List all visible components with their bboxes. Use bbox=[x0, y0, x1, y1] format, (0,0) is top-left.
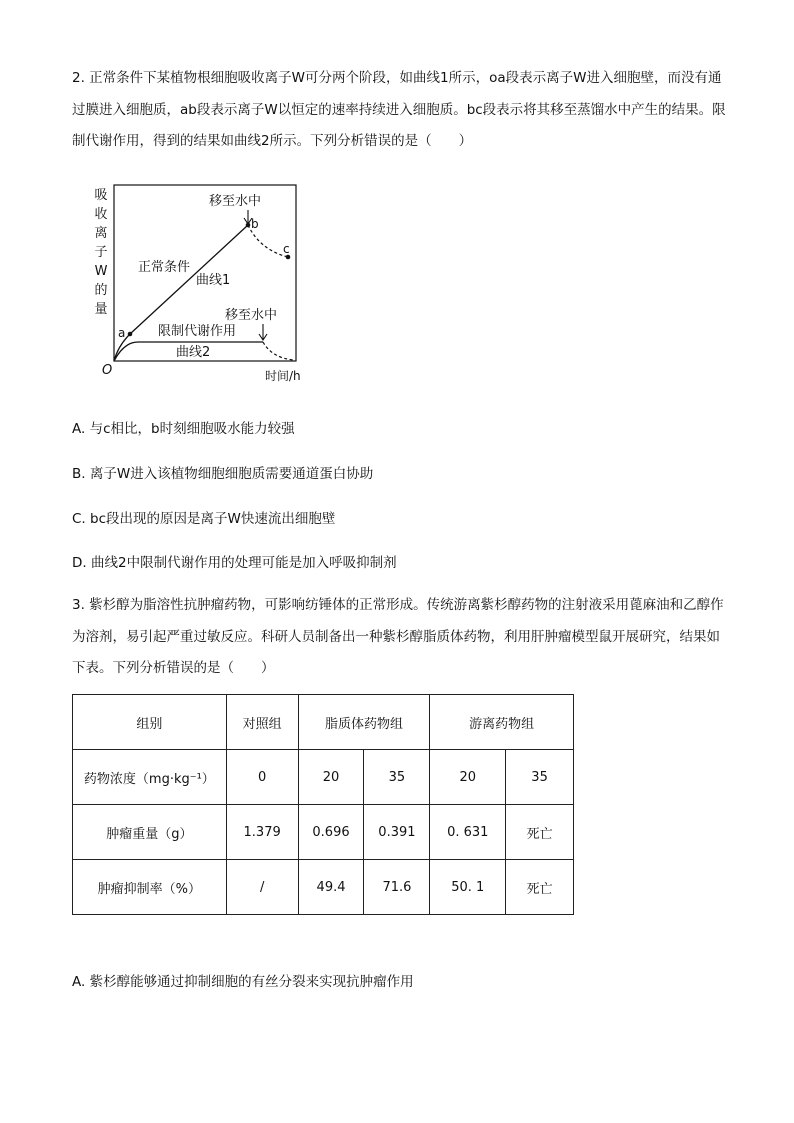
row-label: 肿瘤抑制率（%） bbox=[73, 860, 227, 915]
point-a-dot bbox=[128, 332, 133, 337]
point-c-label: c bbox=[283, 242, 290, 256]
table-header-row bbox=[73, 695, 574, 750]
table-cell: 20 bbox=[430, 750, 506, 805]
table-row bbox=[73, 750, 574, 805]
ion-absorption-figure bbox=[88, 180, 318, 385]
table-cell: 死亡 bbox=[506, 805, 574, 860]
results-table bbox=[72, 694, 574, 915]
table-cell: / bbox=[226, 860, 298, 915]
move-to-water-label-1: 移至水中 bbox=[209, 194, 262, 209]
table-cell: 71.6 bbox=[364, 860, 430, 915]
y-axis-label-char: 吸 bbox=[94, 188, 108, 203]
q2-option-d: D. 曲线2中限制代谢作用的处理可能是加入呼吸抑制剂 bbox=[72, 555, 397, 571]
header-liposome: 脂质体药物组 bbox=[298, 695, 430, 750]
q2-option-a: A. 与c相比，b时刻细胞吸水能力较强 bbox=[72, 421, 295, 437]
curve-2-dashed bbox=[263, 342, 294, 360]
table-cell: 35 bbox=[506, 750, 574, 805]
table-cell: 49.4 bbox=[298, 860, 364, 915]
move-to-water-label-2: 移至水中 bbox=[225, 308, 278, 323]
table-cell: 20 bbox=[298, 750, 364, 805]
y-axis-label-char: 离 bbox=[94, 226, 108, 241]
table-cell: 0. 631 bbox=[430, 805, 506, 860]
y-axis-label-char: 收 bbox=[94, 207, 108, 222]
table-row bbox=[73, 805, 574, 860]
row-label: 肿瘤重量（g） bbox=[73, 805, 227, 860]
q2-option-b: B. 离子W进入该植物细胞细胞质需要通道蛋白协助 bbox=[72, 466, 374, 482]
header-control: 对照组 bbox=[226, 695, 298, 750]
y-axis-label bbox=[94, 188, 107, 317]
y-axis-label-char: 子 bbox=[94, 245, 108, 260]
curve-2-label: 曲线2 bbox=[176, 345, 211, 360]
point-b-label: b bbox=[251, 217, 259, 231]
table-cell: 0 bbox=[226, 750, 298, 805]
q2-option-c: C. bc段出现的原因是离子W快速流出细胞壁 bbox=[72, 511, 336, 527]
point-a-label: a bbox=[118, 326, 126, 340]
normal-condition-label: 正常条件 bbox=[138, 260, 191, 275]
table-cell: 死亡 bbox=[506, 860, 574, 915]
table-cell: 0.391 bbox=[364, 805, 430, 860]
table-cell: 35 bbox=[364, 750, 430, 805]
table-cell: 1.379 bbox=[226, 805, 298, 860]
table-row bbox=[73, 860, 574, 915]
header-group: 组别 bbox=[73, 695, 227, 750]
question-2-stem: 2. 正常条件下某植物根细胞吸收离子W可分两个阶段，如曲线1所示，oa段表示离子W进入细胞壁，而没有通过膜进入细胞质，ab段表示离子W以恒定的速率持续进入细胞质。bc段表示将其移至蒸馏水中产生的结果。限制代谢作用，得到的结果如曲线2所示。下列分析错误的是（ ） bbox=[72, 70, 726, 149]
curve-1-line bbox=[114, 225, 248, 361]
limit-metabolism-label: 限制代谢作用 bbox=[158, 324, 237, 339]
x-axis-label: 时间/h bbox=[265, 369, 301, 383]
origin-label: O bbox=[102, 363, 113, 378]
table-cell: 0.696 bbox=[298, 805, 364, 860]
y-axis-label-char: W bbox=[94, 264, 108, 279]
y-axis-label-char: 量 bbox=[94, 302, 108, 317]
q3-option-a: A. 紫杉醇能够通过抑制细胞的有丝分裂来实现抗肿瘤作用 bbox=[72, 974, 414, 990]
y-axis-label-char: 的 bbox=[94, 283, 108, 298]
table-cell: 50. 1 bbox=[430, 860, 506, 915]
arrow-2 bbox=[259, 324, 267, 340]
curve-1-label: 曲线1 bbox=[196, 273, 231, 288]
question-3-stem: 3. 紫杉醇为脂溶性抗肿瘤药物，可影响纺锤体的正常形成。传统游离紫杉醇药物的注射液采用蓖麻油和乙醇作为溶剂，易引起严重过敏反应。科研人员制备出一种紫杉醇脂质体药物，利用肝肿瘤模型鼠开展研究，结果如下表。下列分析错误的是（ ） bbox=[72, 597, 724, 676]
header-free: 游离药物组 bbox=[430, 695, 574, 750]
row-label: 药物浓度（mg·kg⁻¹） bbox=[73, 750, 227, 805]
